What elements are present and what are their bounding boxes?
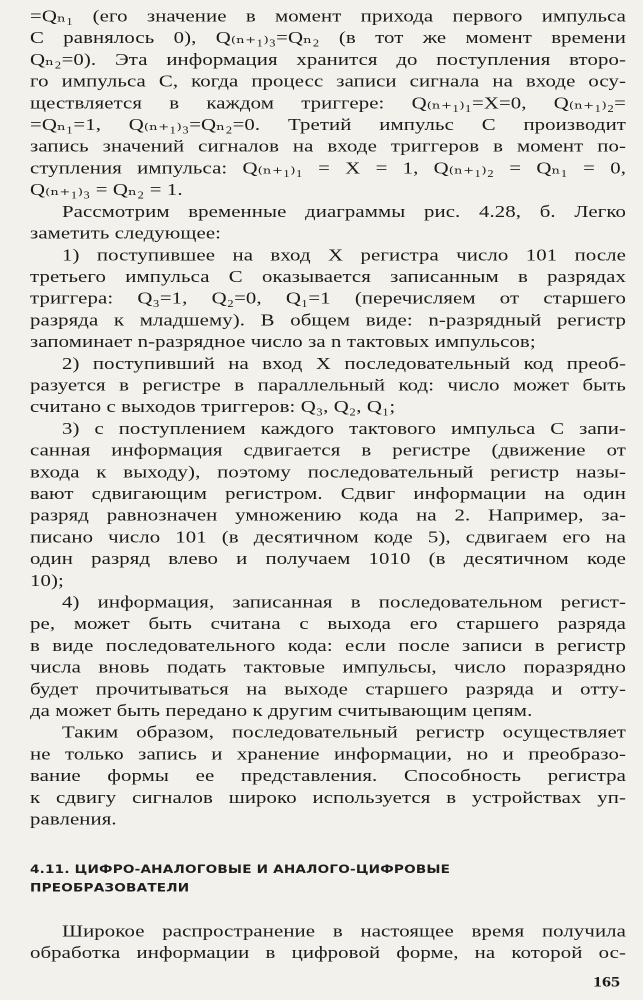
text-line: разряда к младшему). В общем виде: n-разрядный регистр [30, 310, 626, 330]
text-line: один разряд влево и получаем 1010 (в десятичном коде [30, 549, 626, 569]
text-line: го импульса C, когда процесс записи сигнала на входе осу- [30, 71, 626, 91]
text-line: заметить следующее: [30, 223, 222, 243]
text-line: будет прочитываться на выходе старшего разряда и отту- [30, 679, 626, 699]
text-line: =Qₙ₁ (его значение в момент прихода первого импульса [30, 6, 626, 26]
text-line: Таким образом, последовательный регистр осуществляет [62, 722, 626, 742]
text-line: не только запись и хранение информации, но и преобразо- [30, 744, 626, 764]
text-line: вание формы ее представления. Способность регистра [30, 766, 626, 786]
text-line: разуется в регистре в параллельный код: число может быть [30, 375, 626, 395]
text-line: в виде последовательного кода: если после записи в регистр [30, 635, 626, 656]
text-line: ществляется в каждом триггере: Q₍ₙ₊₁₎₁=X=0, Q₍ₙ₊₁₎₂= [30, 93, 626, 113]
text-line: равления. [30, 809, 117, 829]
text-line: санная информация сдвигается в регистре (движение от [30, 440, 626, 460]
text-line: 10); [30, 570, 64, 590]
page-number: 165 [593, 973, 620, 990]
text-line: запись значений сигналов на входе триггеров в момент по- [30, 136, 626, 156]
text-line: считано с выходов триггеров: Q₃, Q₂, Q₁; [30, 397, 396, 417]
text-line: триггера: Q₃=1, Q₂=0, Q₁=1 (перечисляем от старшего [30, 288, 626, 308]
text-line: 1) поступившее на вход X регистра число 101 после [62, 245, 626, 265]
section-heading-line: 4.11. ЦИФРО-АНАЛОГОВЫЕ И АНАЛОГО-ЦИФРОВЫЕ [30, 862, 451, 877]
text-line: Рассмотрим временные диаграммы рис. 4.28, б. Легко [62, 201, 626, 222]
book-page [30, 4, 626, 990]
text-line: писано число 101 (в десятичном коде 5), сдвигаем его на [30, 527, 626, 547]
text-line: обработка информации в цифровой форме, на которой ос- [30, 943, 626, 963]
text-line: числа вновь подать тактовые импульсы, число поразрядно [30, 657, 626, 677]
text-line: 4) информация, записанная в последовательном регист- [62, 592, 626, 612]
text-line: ступления импульса: Q₍ₙ₊₁₎₁ = X = 1, Q₍ₙ₊₁₎₂ = Qₙ₁ = 0, [30, 158, 626, 178]
text-line: Широкое распространение в настоящее время получила [62, 921, 626, 941]
text-line: C равнялось 0), Q₍ₙ₊₁₎₃=Qₙ₂ (в тот же момент времени [30, 28, 626, 48]
text-line: разряд равнозначен умножению кода на 2. Например, за- [30, 505, 626, 525]
text-line: Q₍ₙ₊₁₎₃ = Qₙ₂ = 1. [30, 180, 183, 200]
text-line: да может быть передано к другим считывающим цепям. [30, 700, 533, 721]
text-line: вают сдвигающим регистром. Сдвиг информации на один [30, 483, 626, 504]
text-line: 3) с поступлением каждого тактового импульса C запи- [62, 418, 626, 439]
text-line: ре, может быть считана с выхода его старшего разряда [30, 614, 626, 634]
text-line: 2) поступивший на вход X последовательный код преоб- [62, 353, 626, 373]
text-line: запоминает n-разрядное число за n тактовых импульсов; [30, 332, 536, 352]
text-line: третьего импульса C оказывается записанным в разрядах [30, 266, 626, 287]
text-line: к сдвигу сигналов широко используется в устройствах уп- [30, 787, 626, 807]
section-heading-line: ПРЕОБРАЗОВАТЕЛИ [30, 881, 190, 895]
text-line: Qₙ₂=0). Эта информация хранится до поступления второ- [30, 49, 626, 70]
text-line: =Qₙ₁=1, Q₍ₙ₊₁₎₃=Qₙ₂=0. Третий импульс C производит [30, 115, 626, 135]
text-line: входа к выходу), поэтому последовательный регистр назы- [30, 462, 626, 482]
